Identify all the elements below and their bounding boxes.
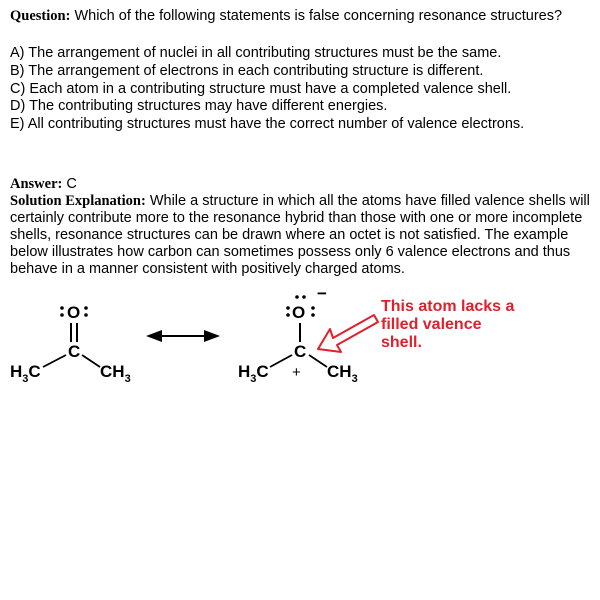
left-methyl-right: $CH_3$ (100, 362, 131, 385)
right-bond-right (309, 355, 327, 367)
right-methyl-right: $CH_3$ (327, 362, 358, 385)
option-a: A) The arrangement of nuclei in all contributing structures must be the same. (10, 45, 502, 61)
right-negative-charge: − (317, 285, 327, 303)
option-e: E) All contributing structures must have the correct number of valence electrons. (10, 116, 525, 133)
note-line-1: This atom lacks a (381, 298, 515, 315)
answer-options (10, 45, 595, 134)
left-bond-right (82, 355, 100, 367)
answer-label: Answer: (10, 176, 63, 192)
option-d: D) The contributing structures may have different energies. (10, 98, 388, 115)
answer-value: C (66, 176, 77, 192)
left-bond-left (43, 355, 66, 367)
option-b: B) The arrangement of electrons in each contributing structure is different. (10, 62, 484, 79)
right-methyl-left: $H_3C$ (238, 362, 269, 385)
note-line-2: filled valence (381, 316, 482, 333)
right-positive-charge: + (292, 364, 301, 381)
right-oxygen: O (292, 303, 306, 322)
resonance-diagram (0, 285, 600, 395)
question-label: Question: (10, 8, 71, 24)
left-structure (10, 303, 131, 385)
left-oxygen: O (67, 303, 81, 322)
option-c: C) Each atom in a contributing structure must have a completed valence shell. (10, 80, 512, 97)
solution-explanation (10, 193, 595, 278)
pointer-arrow-icon (318, 315, 378, 352)
explanation-label: Solution Explanation: (10, 193, 146, 209)
answer (10, 176, 595, 193)
question-text: Which of the following statements is false concerning resonance structures? (74, 8, 563, 24)
left-carbon: C (68, 342, 81, 361)
right-carbon: C (294, 342, 307, 361)
annotation-note (381, 298, 514, 351)
explanation-text: While a structure in which all the atoms have filled valence shells will certainly contribute more to the resonance hybrid than those with one or more incomplete shells, resonance structures can be drawn where an octet is not satisfied. The example below illustrates how carbon can sometimes possess only 6 valence electrons and thus behave in a manner consistent with positively charged atoms. (10, 193, 590, 277)
resonance-arrow-icon (146, 330, 220, 342)
question (10, 8, 595, 25)
note-line-3: shell. (381, 334, 422, 351)
left-methyl-left: $H_3C$ (10, 362, 41, 385)
right-bond-left (270, 355, 292, 367)
